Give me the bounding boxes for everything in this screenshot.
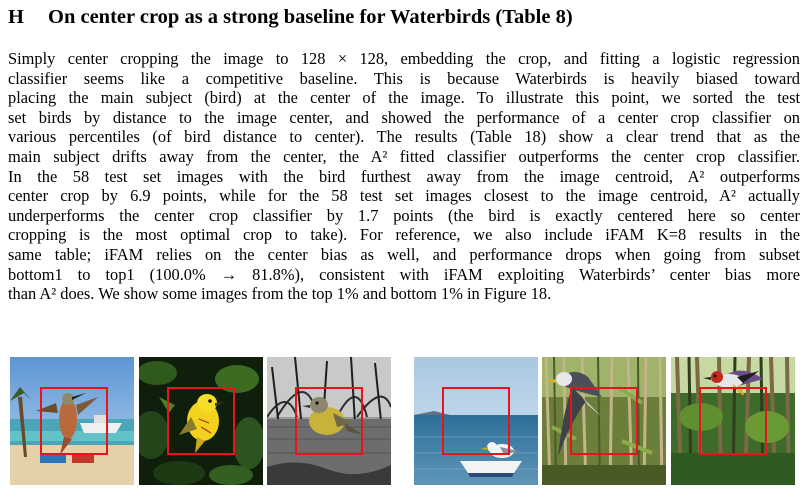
section-heading <box>8 4 573 30</box>
center-crop-box <box>699 387 767 455</box>
paragraph-line: In the 58 test set images with the bird furthest away from the image centroid, A² outperforms <box>8 166 800 186</box>
center-crop-box <box>570 387 638 455</box>
bird-forest-image <box>671 357 795 485</box>
yellow-bird-grayscale-image <box>267 357 391 485</box>
center-crop-box <box>442 387 510 455</box>
center-crop-box <box>167 387 235 455</box>
paragraph-line: main subject drifts away from the center, the A² fitted classifier outperforms the center crop classifier. <box>8 146 800 166</box>
paragraph-line: placing the main subject (bird) at the center of the image. To illustrate this point, we sorted the test <box>8 88 800 108</box>
figure-image-row <box>0 357 808 488</box>
yellow-warbler-leaves-image <box>139 357 263 485</box>
paragraph-line: cropping is the most optimal crop to take). For reference, we also include iFAM K=8 results in the <box>8 225 800 245</box>
paragraph-line: classifier seems like a competitive baseline. This is because Waterbirds is heavily biased toward <box>8 68 800 88</box>
paragraph-line: than A² does. We show some images from the top 1% and bottom 1% in Figure 18. <box>8 284 552 304</box>
paragraph-line: same table; iFAM relies on the center bias as well, and performance drops when going from subset <box>8 244 800 264</box>
center-crop-box <box>40 387 108 455</box>
paragraph-line: set birds by distance to the image center, and showed the performance of a center crop classifier on <box>8 107 800 127</box>
paragraph-line: bottom1 to top1 (100.0% → 81.8%), consistent with iFAM exploiting Waterbirds’ center bias more <box>8 264 800 284</box>
hummingbird-beach-image <box>10 357 134 485</box>
section-number: H <box>8 6 24 28</box>
section-title: On center crop as a strong baseline for Waterbirds (Table 8) <box>48 6 573 28</box>
paragraph-line: underperforms the center crop classifier by 1.7 points (the bird is exactly centered here so center <box>8 205 800 225</box>
gull-boat-sea-image <box>414 357 538 485</box>
center-crop-box <box>295 387 363 455</box>
paragraph-line: Simply center cropping the image to 128 × 128, embedding the crop, and fitting a logistic regression <box>8 49 800 68</box>
paragraph-line: center crop by 6.9 points, while for the 58 test set images closest to the image centroid, A² actually <box>8 186 800 206</box>
gull-bamboo-forest-image <box>542 357 666 485</box>
paragraph-line: various percentiles (of bird distance to center). The results (Table 18) show a clear trend that as the <box>8 127 800 147</box>
body-paragraph <box>8 49 800 304</box>
